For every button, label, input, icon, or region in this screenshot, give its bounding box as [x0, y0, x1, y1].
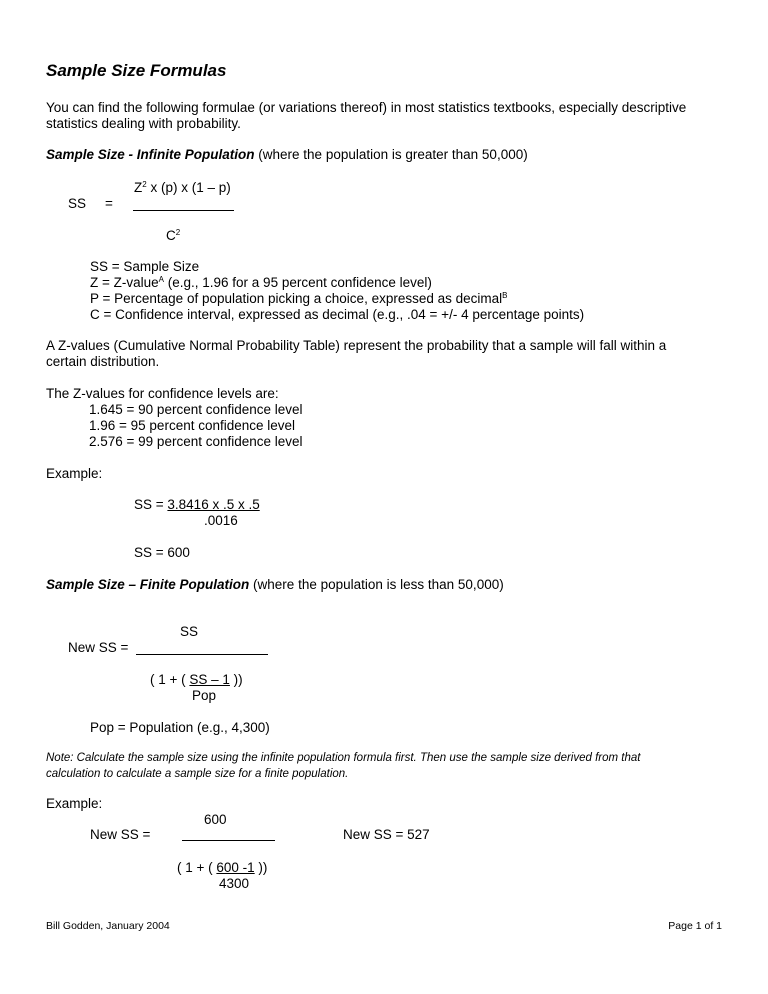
def-p-sup: B [502, 291, 508, 300]
z-level-item: 1.645 = 90 percent confidence level [89, 402, 303, 417]
def-ss: SS = Sample Size [90, 259, 200, 274]
infinite-fraction-bar [133, 210, 234, 211]
z-level-item: 1.96 = 95 percent confidence level [89, 418, 296, 433]
formula-z-exp: 2 [142, 180, 147, 189]
footer-page-number: Page 1 of 1 [668, 920, 722, 932]
z-levels-intro: The Z-values for confidence levels are: [46, 386, 279, 401]
def-c: C = Confidence interval, expressed as decimal (e.g., .04 = +/- 4 percentage points) [90, 307, 585, 322]
example-numerator: 3.8416 x .5 x .5 [167, 497, 260, 512]
example-2-result: New SS = 527 [343, 827, 430, 842]
infinite-heading [46, 147, 528, 163]
infinite-formula-lhs: SS [68, 196, 87, 211]
infinite-heading-note: (where the population is greater than 50,000) [254, 147, 528, 162]
def-z [90, 275, 432, 291]
example-label: Example: [46, 466, 103, 481]
formula-c: C [166, 228, 176, 243]
z-explain-line-1: A Z-values (Cumulative Normal Probability Table) represent the probability that a sample will fall within a [46, 338, 667, 353]
example-2-lhs: New SS = [90, 827, 151, 842]
example-2-fraction-bar [182, 840, 275, 841]
finite-heading-title: Sample Size – Finite Population [46, 577, 250, 592]
finite-den-post: )) [229, 672, 243, 687]
formula-z: Z [134, 180, 143, 195]
example-2-den-frac-den: 4300 [219, 876, 250, 891]
footer-author: Bill Godden, January 2004 [46, 920, 170, 932]
example-result: SS = 600 [134, 545, 190, 560]
intro-line-1: You can find the following formulae (or variations thereof) in most statistics textbooks, especially descriptive [46, 100, 687, 115]
formula-c-exp: 2 [175, 228, 181, 237]
example-2-denominator [177, 860, 267, 876]
finite-den-frac-den: Pop [192, 688, 217, 703]
infinite-formula-denominator [166, 228, 180, 244]
finite-heading [46, 577, 504, 593]
example-ss-equation [134, 497, 260, 513]
finite-den-frac-num: SS – 1 [189, 672, 230, 687]
example-2-label: Example: [46, 796, 103, 811]
example-2-den-frac-num: 600 -1 [216, 860, 255, 875]
finite-fraction-bar [136, 654, 268, 655]
example-2-den-post: )) [254, 860, 268, 875]
example-ss-lhs: SS = [134, 497, 168, 512]
infinite-heading-title: Sample Size - Infinite Population [46, 147, 255, 162]
formula-num-rest: x (p) x (1 – p) [146, 180, 231, 195]
finite-formula-numerator: SS [180, 624, 199, 639]
finite-den-pre: ( 1 + ( [150, 672, 190, 687]
z-level-item: 2.576 = 99 percent confidence level [89, 434, 303, 449]
finite-heading-note: (where the population is less than 50,000) [249, 577, 504, 592]
z-explain-line-2: certain distribution. [46, 354, 160, 369]
def-z-pre: Z = Z-value [90, 275, 159, 290]
example-2-den-pre: ( 1 + ( [177, 860, 217, 875]
finite-formula-denominator [150, 672, 243, 688]
infinite-formula-eq: = [105, 196, 113, 211]
def-z-post: (e.g., 1.96 for a 95 percent confidence level) [164, 275, 432, 290]
def-z-sup: A [158, 275, 164, 284]
note-line-1: Note: Calculate the sample size using the infinite population formula first. Then use the sample size derived from that [46, 752, 641, 764]
note-line-2: calculation to calculate a sample size for a finite population. [46, 768, 349, 780]
def-p [90, 291, 507, 307]
page-title: Sample Size Formulas [46, 61, 227, 80]
finite-formula-lhs: New SS = [68, 640, 129, 655]
infinite-formula-numerator [134, 180, 231, 196]
example-2-numerator: 600 [204, 812, 227, 827]
example-denominator: .0016 [204, 513, 238, 528]
intro-line-2: statistics dealing with probability. [46, 116, 241, 131]
def-p-pre: P = Percentage of population picking a choice, expressed as decimal [90, 291, 503, 306]
pop-def: Pop = Population (e.g., 4,300) [90, 720, 270, 735]
